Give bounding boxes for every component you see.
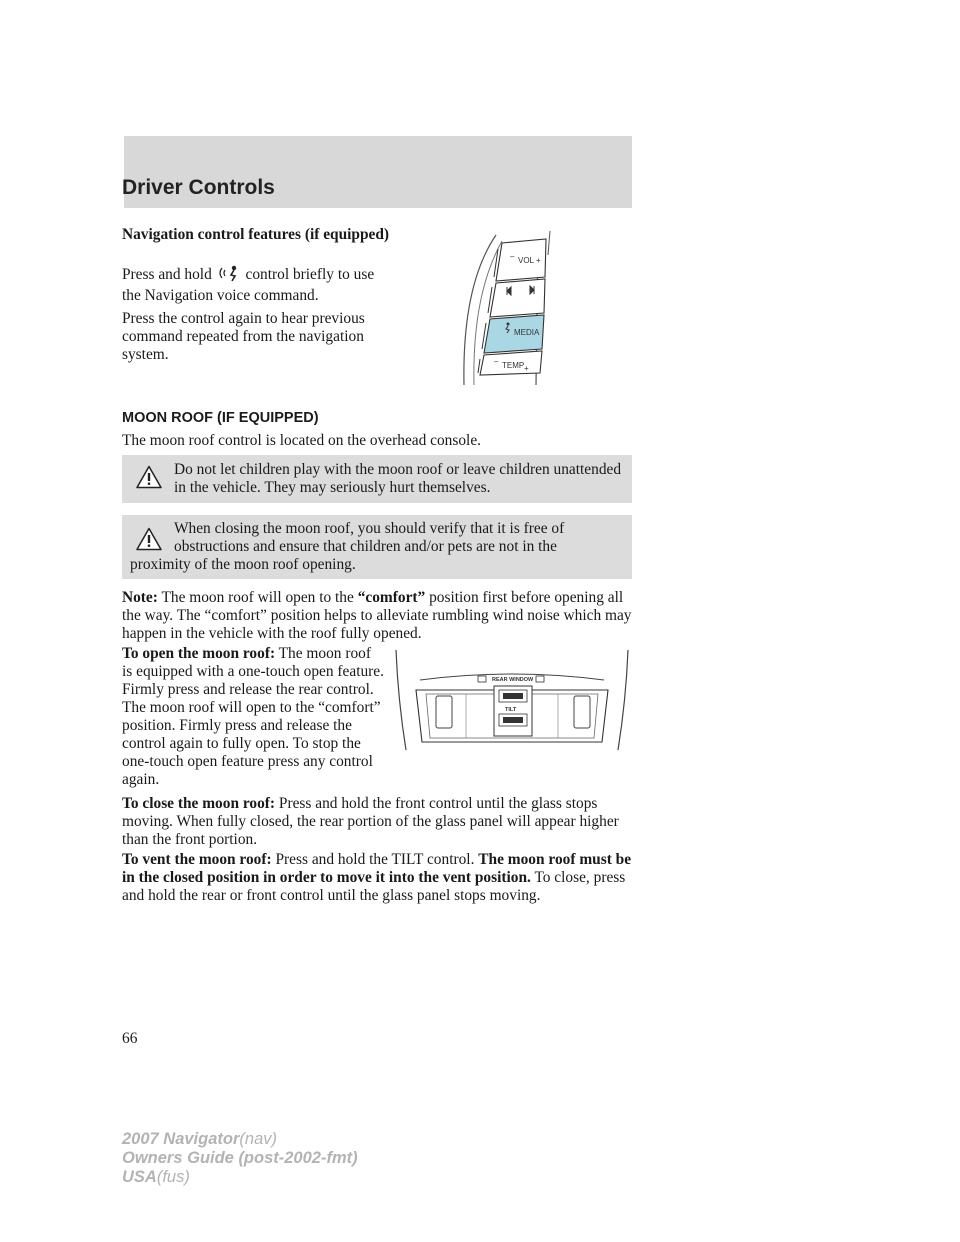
overhead-console-illustration	[392, 650, 632, 760]
note-text-a: The moon roof will open to the	[161, 589, 354, 606]
close-text: Press and hold the front control until the glass stops moving. When fully closed, the rear portion of the glass panel will appear higher than the front portion.	[122, 795, 619, 848]
warning-box-1	[122, 455, 632, 503]
close-label: To close the moon roof:	[122, 795, 276, 812]
temp-plus-label: +	[524, 364, 529, 373]
open-label: To open the moon roof:	[122, 645, 276, 662]
nav-heading: Navigation control features (if equipped)	[122, 226, 390, 243]
vent-bold-text: The moon roof must be in the closed position in order to move it into the vent position.	[122, 851, 632, 886]
footer	[122, 1130, 358, 1187]
vent-text-b: To close, press and hold the rear or front control until the glass panel stops moving.	[122, 869, 626, 904]
note-text-b: position first before opening all the way. The “comfort” position helps to alleviate rumbling wind noise which may happen in the vehicle with the roof fully opened.	[122, 589, 632, 642]
open-paragraph	[122, 645, 384, 789]
vent-label: To vent the moon roof:	[122, 851, 272, 868]
warning-2-text-line2: proximity of the moon roof opening.	[130, 556, 356, 573]
footer-model-code: (nav)	[239, 1130, 277, 1148]
window-lock-icon	[478, 676, 486, 682]
close-paragraph	[122, 795, 632, 849]
media-label: MEDIA	[514, 328, 540, 337]
temp-label: TEMP	[502, 361, 525, 370]
footer-market: USA	[122, 1168, 157, 1186]
moonroof-heading: MOON ROOF (IF EQUIPPED)	[122, 410, 319, 426]
warning-2-text-line1: When closing the moon roof, you should verify that it is free of obstructions and ensure that children and/or pets are not in the	[174, 520, 565, 555]
note-label: Note:	[122, 589, 158, 606]
rear-window-label: REAR WINDOW	[492, 677, 534, 683]
note-paragraph	[122, 589, 632, 643]
page-number: 66	[122, 1030, 138, 1047]
warning-1-text: Do not let children play with the moon roof or leave children unattended in the vehicle. They may seriously hurt themselves.	[174, 461, 622, 496]
warning-triangle-icon	[136, 527, 162, 556]
temp-minus-label: –	[494, 357, 499, 366]
window-icon	[536, 676, 544, 682]
footer-market-code: (fus)	[156, 1168, 190, 1186]
warning-triangle-icon	[136, 465, 162, 494]
open-text: The moon roof is equipped with a one-touch open feature. Firmly press and release the rear control. The moon roof will open to the “comfort” position. Firmly press and release the control again to fully open. To stop the one-touch open feature press any control again.	[122, 645, 384, 788]
vol-minus-label: –	[510, 252, 515, 261]
footer-guide: Owners Guide (post-2002-fmt)	[122, 1149, 358, 1167]
nav-p1-after: control briefly to use the Navigation voice command.	[122, 266, 375, 304]
footer-model: 2007 Navigator	[122, 1130, 240, 1148]
vent-text-a: Press and hold the TILT control.	[275, 851, 475, 868]
nav-paragraph-1	[122, 264, 392, 305]
tilt-label: TILT	[505, 707, 517, 713]
vol-label: VOL	[518, 256, 535, 265]
voice-command-icon	[216, 264, 242, 287]
nav-p1-before: Press and hold	[122, 266, 212, 283]
nav-paragraph-2: Press the control again to hear previous command repeated from the navigation system.	[122, 310, 365, 363]
warning-box-2	[122, 515, 632, 579]
vent-paragraph	[122, 851, 632, 905]
note-comfort: “comfort”	[357, 589, 426, 606]
vol-plus-label: +	[536, 256, 541, 265]
page-section-title: Driver Controls	[122, 176, 275, 199]
steering-wheel-controls-illustration	[450, 225, 560, 390]
moonroof-intro: The moon roof control is located on the overhead console.	[122, 432, 482, 449]
